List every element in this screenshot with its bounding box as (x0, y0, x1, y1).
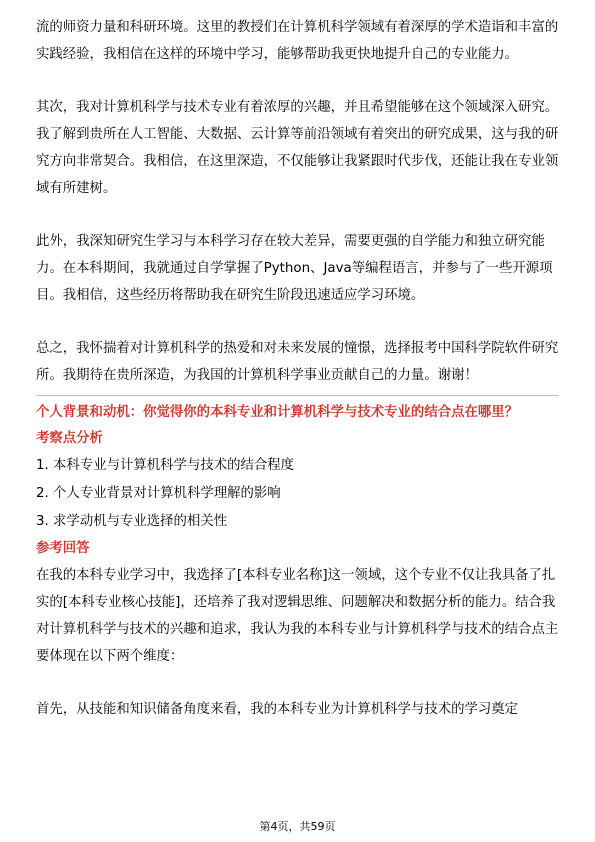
analysis-list (36, 452, 559, 536)
list-item: 2. 个人专业背景对计算机科学理解的影响 (36, 486, 281, 501)
page-footer: 第4页，共59页 (259, 820, 336, 833)
document-body (36, 14, 559, 723)
section-divider (36, 395, 559, 396)
body-paragraph: 此外，我深知研究生学习与本科学习存在较大差异，需要更强的自学能力和独立研究能力。在本科期间，我就通过自学掌握了Python、Java等编程语言，并参与了一些开源项目。我相信，这些经历将帮助我在研究生阶段迅速适应学习环境。 (36, 234, 553, 303)
answer-paragraph: 首先，从技能和知识储备角度来看，我的本科专业为计算机科学与技术的学习奠定 (36, 702, 519, 717)
analysis-heading: 考察点分析 (36, 431, 103, 446)
answer-paragraph: 在我的本科专业学习中，我选择了[本科专业名称]这一领域，这个专业不仅让我具备了扎实的[本科专业核心技能]，还培养了我对逻辑思维、问题解决和数据分析的能力。结合我对计算机科学与技术的兴趣和追求，我认为我的本科专业与计算机科学与技术的结合点主要体现在以下两个维度： (36, 568, 559, 664)
list-item: 3. 求学动机与专业选择的相关性 (36, 514, 228, 529)
reference-heading: 参考回答 (36, 541, 90, 556)
list-item: 1. 本科专业与计算机科学与技术的结合程度 (36, 458, 295, 473)
body-paragraph: 其次，我对计算机科学与技术专业有着浓厚的兴趣，并且希望能够在这个领域深入研究。我了解到贵所在人工智能、大数据、云计算等前沿领域有着突出的研究成果，这与我的研究方向非常契合。我相信，在这里深造，不仅能够让我紧跟时代步伐，还能让我在专业领域有所建树。 (36, 100, 559, 196)
interview-question: 个人背景和动机：你觉得你的本科专业和计算机科学与技术专业的结合点在哪里？ (36, 405, 519, 420)
body-paragraph: 总之，我怀揣着对计算机科学的热爱和对未来发展的憧憬，选择报考中国科学院软件研究所。我期待在贵所深造，为我国的计算机科学事业贡献自己的力量。谢谢！ (36, 341, 559, 383)
body-paragraph: 流的师资力量和科研环境。这里的教授们在计算机科学领域有着深厚的学术造诣和丰富的实践经验，我相信在这样的环境中学习，能够帮助我更快地提升自己的专业能力。 (36, 20, 559, 62)
